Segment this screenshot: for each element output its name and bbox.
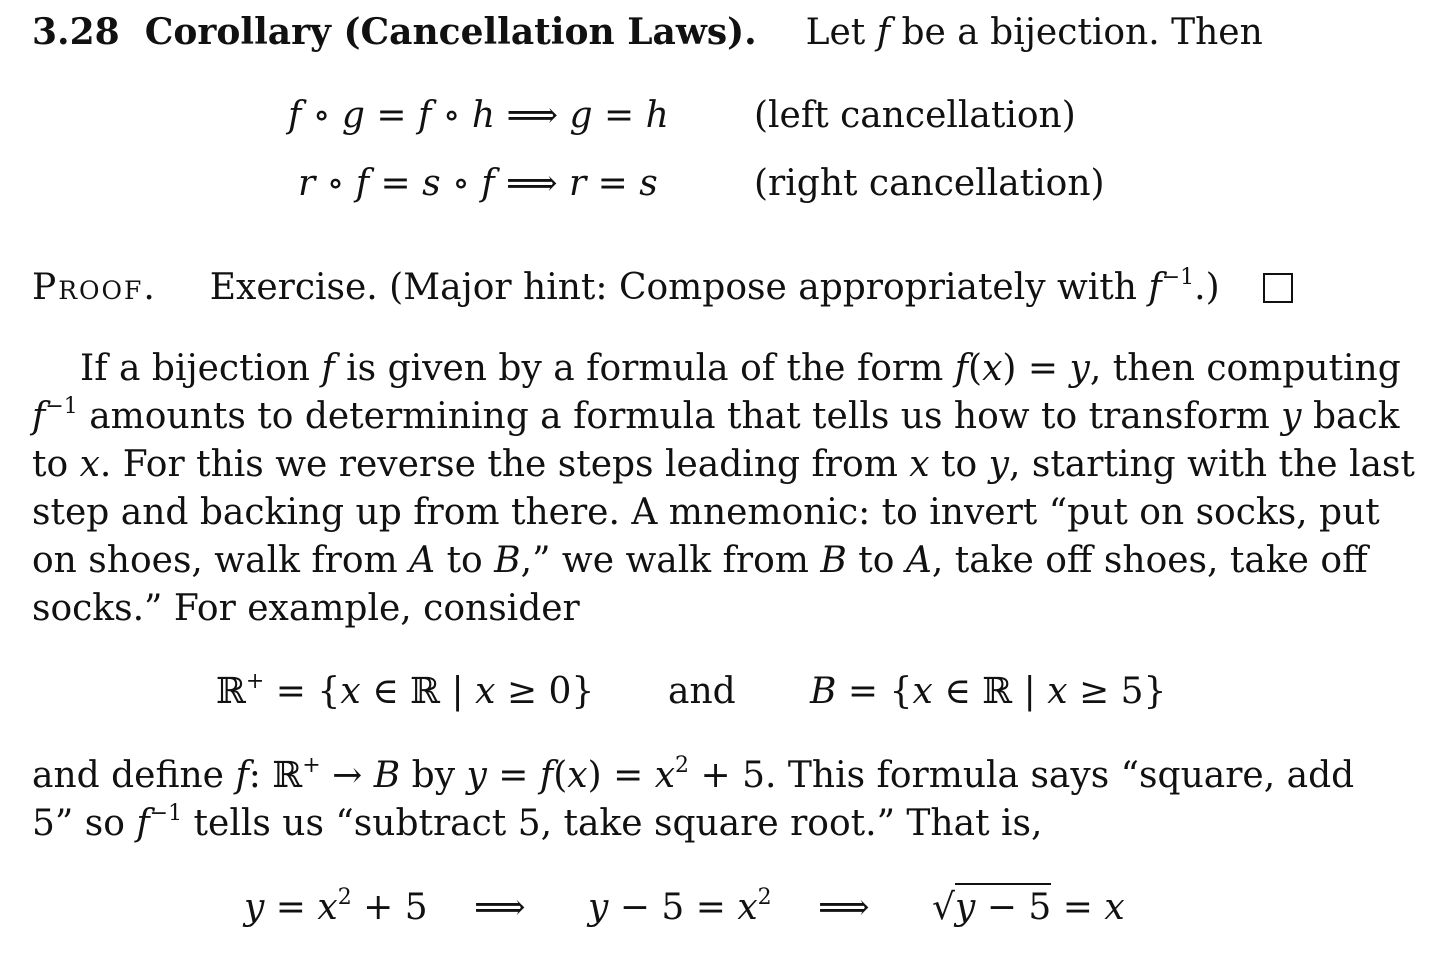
corollary-heading bbox=[32, 8, 1263, 57]
left-cancellation-label: (left cancellation) bbox=[754, 95, 1076, 136]
proof-text: Exercise. (Major hint: Compose appropriately with $f^{-1}$.) bbox=[209, 265, 1220, 308]
set-rplus: ℝ+ = {x ∈ ℝ | x ≥ 0} bbox=[216, 669, 595, 712]
derivation-arrow1: ⟹ bbox=[474, 887, 526, 928]
proof-heading: Proof. bbox=[32, 267, 157, 308]
set-b: B = {x ∈ ℝ | x ≥ 5} bbox=[810, 671, 1167, 712]
paragraph1-line5: on shoes, walk from A to B,” we walk from B to A, take off shoes, take off bbox=[32, 540, 1368, 581]
paragraph1-line6: socks.” For example, consider bbox=[32, 588, 580, 629]
right-cancellation-label: (right cancellation) bbox=[754, 163, 1105, 204]
paragraph2-line2: 5” so $f^{-1}$ tells us “subtract 5, take square root.” That is, bbox=[32, 801, 1043, 844]
qed-box bbox=[1263, 273, 1293, 307]
paragraph1-line2: $f^{-1}$ amounts to determining a formula that tells us how to transform y back bbox=[32, 394, 1400, 437]
paragraph1-line4: step and backing up from there. A mnemonic: to invert “put on socks, put bbox=[32, 492, 1380, 533]
set-conjunction: and bbox=[668, 671, 736, 712]
derivation-step3: √y − 5 = x bbox=[932, 884, 1125, 932]
right-cancellation-formula: r ∘ f = s ∘ f ⟹ r = s bbox=[298, 163, 658, 204]
proof-line bbox=[32, 264, 1220, 312]
corollary-title: 3.28 Corollary (Cancellation Laws). bbox=[32, 11, 757, 53]
left-cancellation-formula: f ∘ g = f ∘ h ⟹ g = h bbox=[288, 95, 669, 136]
derivation-arrow2: ⟹ bbox=[818, 887, 870, 928]
paragraph2-line1: and define f: ℝ+ → B by $y = f(x) = x^2 + 5$. This formula says “square, add bbox=[32, 753, 1355, 796]
paragraph1-line3: to x. For this we reverse the steps leading from x to y, starting with the last bbox=[32, 444, 1415, 485]
paragraph1-line1: If a bijection f is given by a formula of the form f(x) = y, then computing bbox=[80, 348, 1401, 389]
derivation-step1: $y = x^2 + 5$ bbox=[244, 885, 428, 928]
derivation-step2: $y - 5 = x^2$ bbox=[588, 885, 772, 928]
corollary-intro: Let f be a bijection. Then bbox=[805, 12, 1263, 53]
